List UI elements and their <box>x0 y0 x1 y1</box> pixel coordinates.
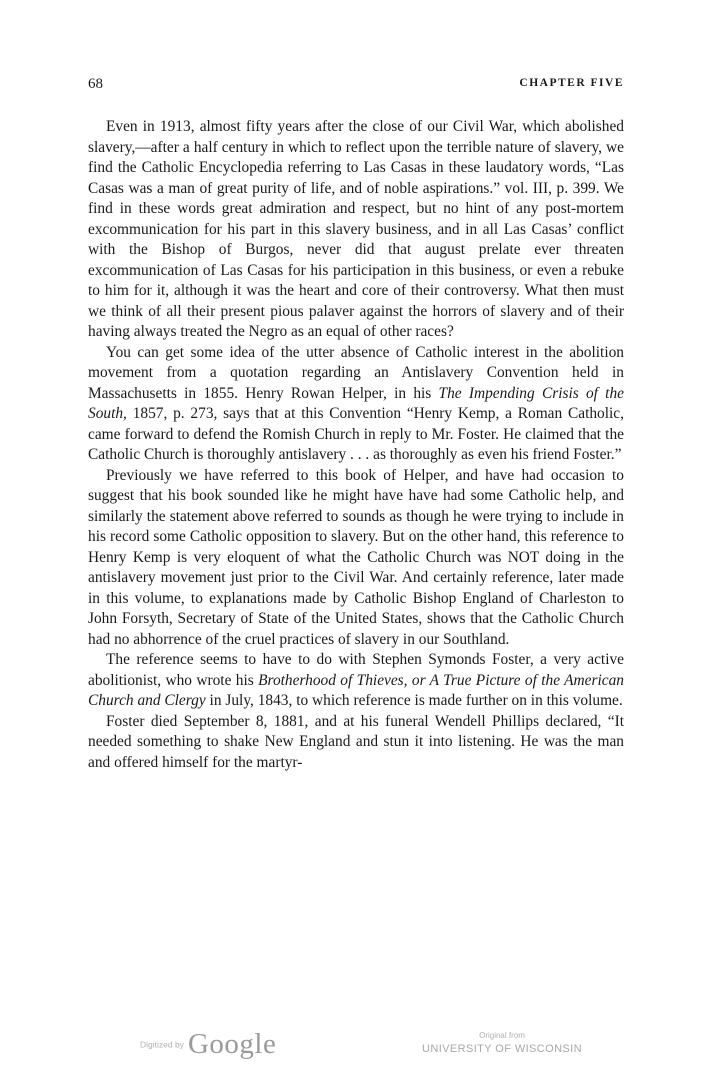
paragraph-2-text-a: You can get some idea of the utter absence of Catholic interest in the abolition movement from a quotation regarding an Antislavery Convention held in Massachusetts in 1855. Henry Rowan Helper, in his <box>88 343 624 402</box>
page-header <box>88 76 624 96</box>
paragraph-4-text-b: in July, 1843, to which reference is made further on in this volume. <box>205 692 623 709</box>
university-label: UNIVERSITY OF WISCONSIN <box>422 1043 582 1055</box>
digitized-by-label: Digitized by <box>140 1039 184 1050</box>
body-text <box>88 117 624 773</box>
book-title-brotherhood-of-thieves: Brotherhood of Thieves, or A True Picture of the American Church and Clergy <box>88 671 624 709</box>
original-from-label: Original from <box>479 1031 525 1040</box>
paragraph-2-text-b: 1857, p. 273, says that at this Convention “Henry Kemp, a Roman Catholic, came forward to defend the Romish Church in reply to Mr. Foster. He claimed that the Catholic Church is thoroughly antislavery . . . as thoroughly as even his friend Foster.” <box>88 405 624 463</box>
source-watermark <box>418 1031 586 1057</box>
chapter-title: CHAPTER FIVE <box>519 77 624 89</box>
paragraph-4 <box>88 650 624 712</box>
paragraph-5: Foster died September 8, 1881, and at his funeral Wendell Phillips declared, “It needed something to shake New England and stun it into listening. He was the man and offered himself for the martyr- <box>88 712 624 771</box>
google-logo: Google <box>187 1028 277 1060</box>
google-watermark <box>140 1028 276 1062</box>
paragraph-1: Even in 1913, almost fifty years after the close of our Civil War, which abolished slavery,—after a half century in which to reflect upon the terrible nature of slavery, we find the Catholic Encyclopedia referring to Las Casas in these laudatory words, “Las Casas was a man of great purity of life, and of noble aspirations.” vol. III, p. 399. We find in these words great admiration and respect, but no hint of any post-mortem excommunication for his part in this slavery business, and in all Las Casas’ conflict with the Bishop of Burgos, never did that august prelate ever threaten excommunication of Las Casas for his participation in this business, or even a rebuke to him for it, although it was the heart and core of their controversy. What then must we think of all their present pious palaver against the horrors of slavery and of their having always treated the Negro as an equal of other races? <box>88 118 624 340</box>
paragraph-4-text-a: The reference seems to have to do with Stephen Symonds Foster, a very active abolitionist, who wrote his <box>88 651 624 689</box>
page-number: 68 <box>88 76 103 92</box>
paragraph-2 <box>88 343 624 466</box>
paragraph-3: Previously we have referred to this book of Helper, and have had occasion to suggest that his book sounded like he might have have had some Catholic help, and similarly the statement above referred to sounds as though he were trying to include in his record some Catholic opposition to slavery. But on the other hand, this reference to Henry Kemp is very eloquent of what the Catholic Church was NOT doing in the antislavery movement just prior to the Civil War. And certainly reference, later made in this volume, to explanations made by Catholic Bishop England of Charleston to John Forsyth, Secretary of State of the United States, shows that the Catholic Church had no abhorrence of the cruel practices of slavery in our Southland. <box>88 466 624 648</box>
book-title-impending-crisis: The Impending Crisis of the South, <box>88 384 624 422</box>
